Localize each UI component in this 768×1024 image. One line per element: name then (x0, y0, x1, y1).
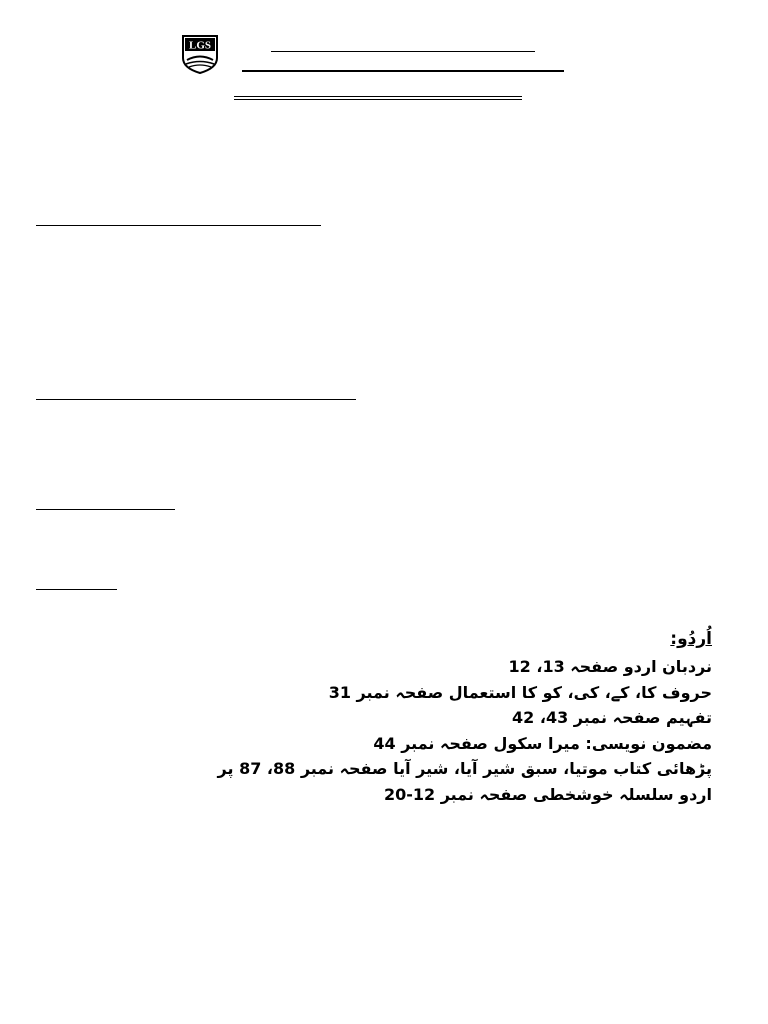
urdu-line-1: نردبان اردو صفحہ 13، 12 (508, 657, 712, 676)
lgs-shield-icon (181, 34, 219, 74)
urdu-heading: اُردُو: (670, 629, 712, 649)
header-blank-line-2 (242, 70, 564, 72)
urdu-line-6: اردو سلسلہ خوشخطی صفحہ نمبر 12-20 (383, 784, 712, 804)
header-blank-line-4 (234, 99, 522, 100)
header-blank-line-3 (234, 96, 522, 97)
lgs-logo (181, 34, 219, 74)
section-blank-line-1 (36, 225, 321, 226)
header-blank-line-1 (271, 51, 535, 52)
urdu-section (152, 628, 712, 807)
logo-text: LGS (188, 39, 212, 52)
section-blank-line-3 (36, 509, 175, 510)
urdu-line-5: پڑھائی کتاب موتیا، سبق شیر آیا، شیر آیا صفحہ نمبر 88، 87 پر (217, 759, 712, 778)
urdu-line-4: مضمون نویسی: میرا سکول صفحہ نمبر 44 (373, 733, 712, 753)
urdu-line-3: تفہیم صفحہ نمبر 43، 42 (512, 708, 712, 727)
urdu-line-2: حروف کا، کے، کی، کو کا استعمال صفحہ نمبر 31 (328, 682, 712, 702)
section-blank-line-4 (36, 589, 117, 590)
section-blank-line-2 (36, 399, 356, 400)
